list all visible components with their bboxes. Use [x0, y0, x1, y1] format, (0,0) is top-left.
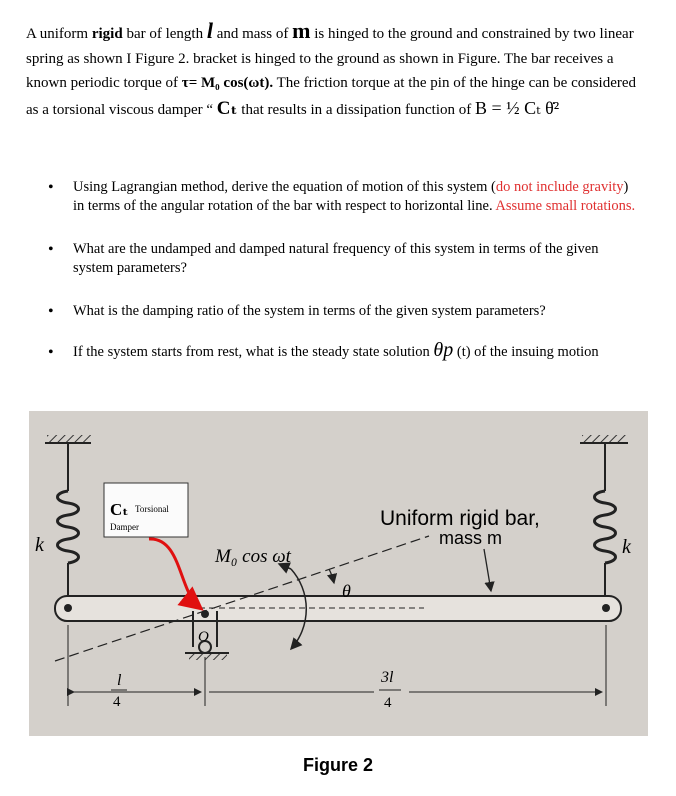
question-4: • If the system starts from rest, what is the steady state solution θp (t) of the insuing motion	[48, 343, 638, 362]
mass-label: mass m	[439, 528, 502, 548]
spring-right-label: k	[622, 536, 631, 558]
question-list	[48, 178, 638, 362]
spring-left-label: k	[35, 534, 44, 556]
dim-left-num: l	[117, 672, 122, 689]
damper-symbol: Cₜ	[216, 97, 238, 119]
question-1: • Using Lagrangian method, derive the equation of motion of this system (do not include gravity) in terms of the angular rotation of the bar with respect to horizontal line. Assume small rotations.	[48, 178, 638, 216]
mass-symbol: m	[292, 18, 311, 43]
pivot-label: O	[198, 629, 209, 645]
theta-p-symbol: θp	[433, 339, 454, 361]
problem-statement: A uniform rigid bar of length l and mass of m is hinged to the ground and constrained by two linear spring as shown I Figure 2. bracket is hinged to the ground as shown in Figure. The bar receives a known periodic torque of τ= M₀ cos(ωt). The friction torque at the pin of the hinge can be considered as a torsional viscous damper “ Cₜ that results in a dissipation function of B = ½ Cₜ θ̇²	[26, 18, 637, 119]
dimension-lines	[68, 625, 606, 706]
figure-caption: Figure 2	[302, 755, 373, 775]
dissipation-function: B = ½ Cₜ θ̇²	[475, 97, 560, 118]
left-spring	[45, 435, 91, 596]
theta-label: θ	[342, 581, 351, 601]
dim-left-den: 4	[113, 694, 121, 710]
damper-torsional: Torsional	[135, 504, 169, 514]
torque-equation: τ= M₀ cos(ωt).	[181, 75, 274, 91]
dim-right-den: 4	[384, 695, 392, 711]
question-2: • What are the undamped and damped natural frequency of this system in terms of the given system parameters?	[48, 240, 638, 278]
damper-damper: Damper	[110, 522, 139, 532]
length-symbol: l	[206, 18, 213, 43]
torque-label: M₀ cos ωt	[215, 546, 291, 567]
rigid-bar	[55, 596, 621, 621]
question-3: • What is the damping ratio of the system in terms of the given system parameters?	[48, 302, 638, 321]
dim-right-num: 3l	[381, 669, 394, 686]
right-spring	[580, 435, 628, 596]
figure-diagram	[29, 411, 648, 736]
figure-2-photo	[29, 411, 648, 736]
damper-ct: Cₜ	[110, 500, 129, 519]
rigid-word: rigid	[91, 26, 123, 42]
bar-label: Uniform rigid bar,	[380, 507, 540, 530]
